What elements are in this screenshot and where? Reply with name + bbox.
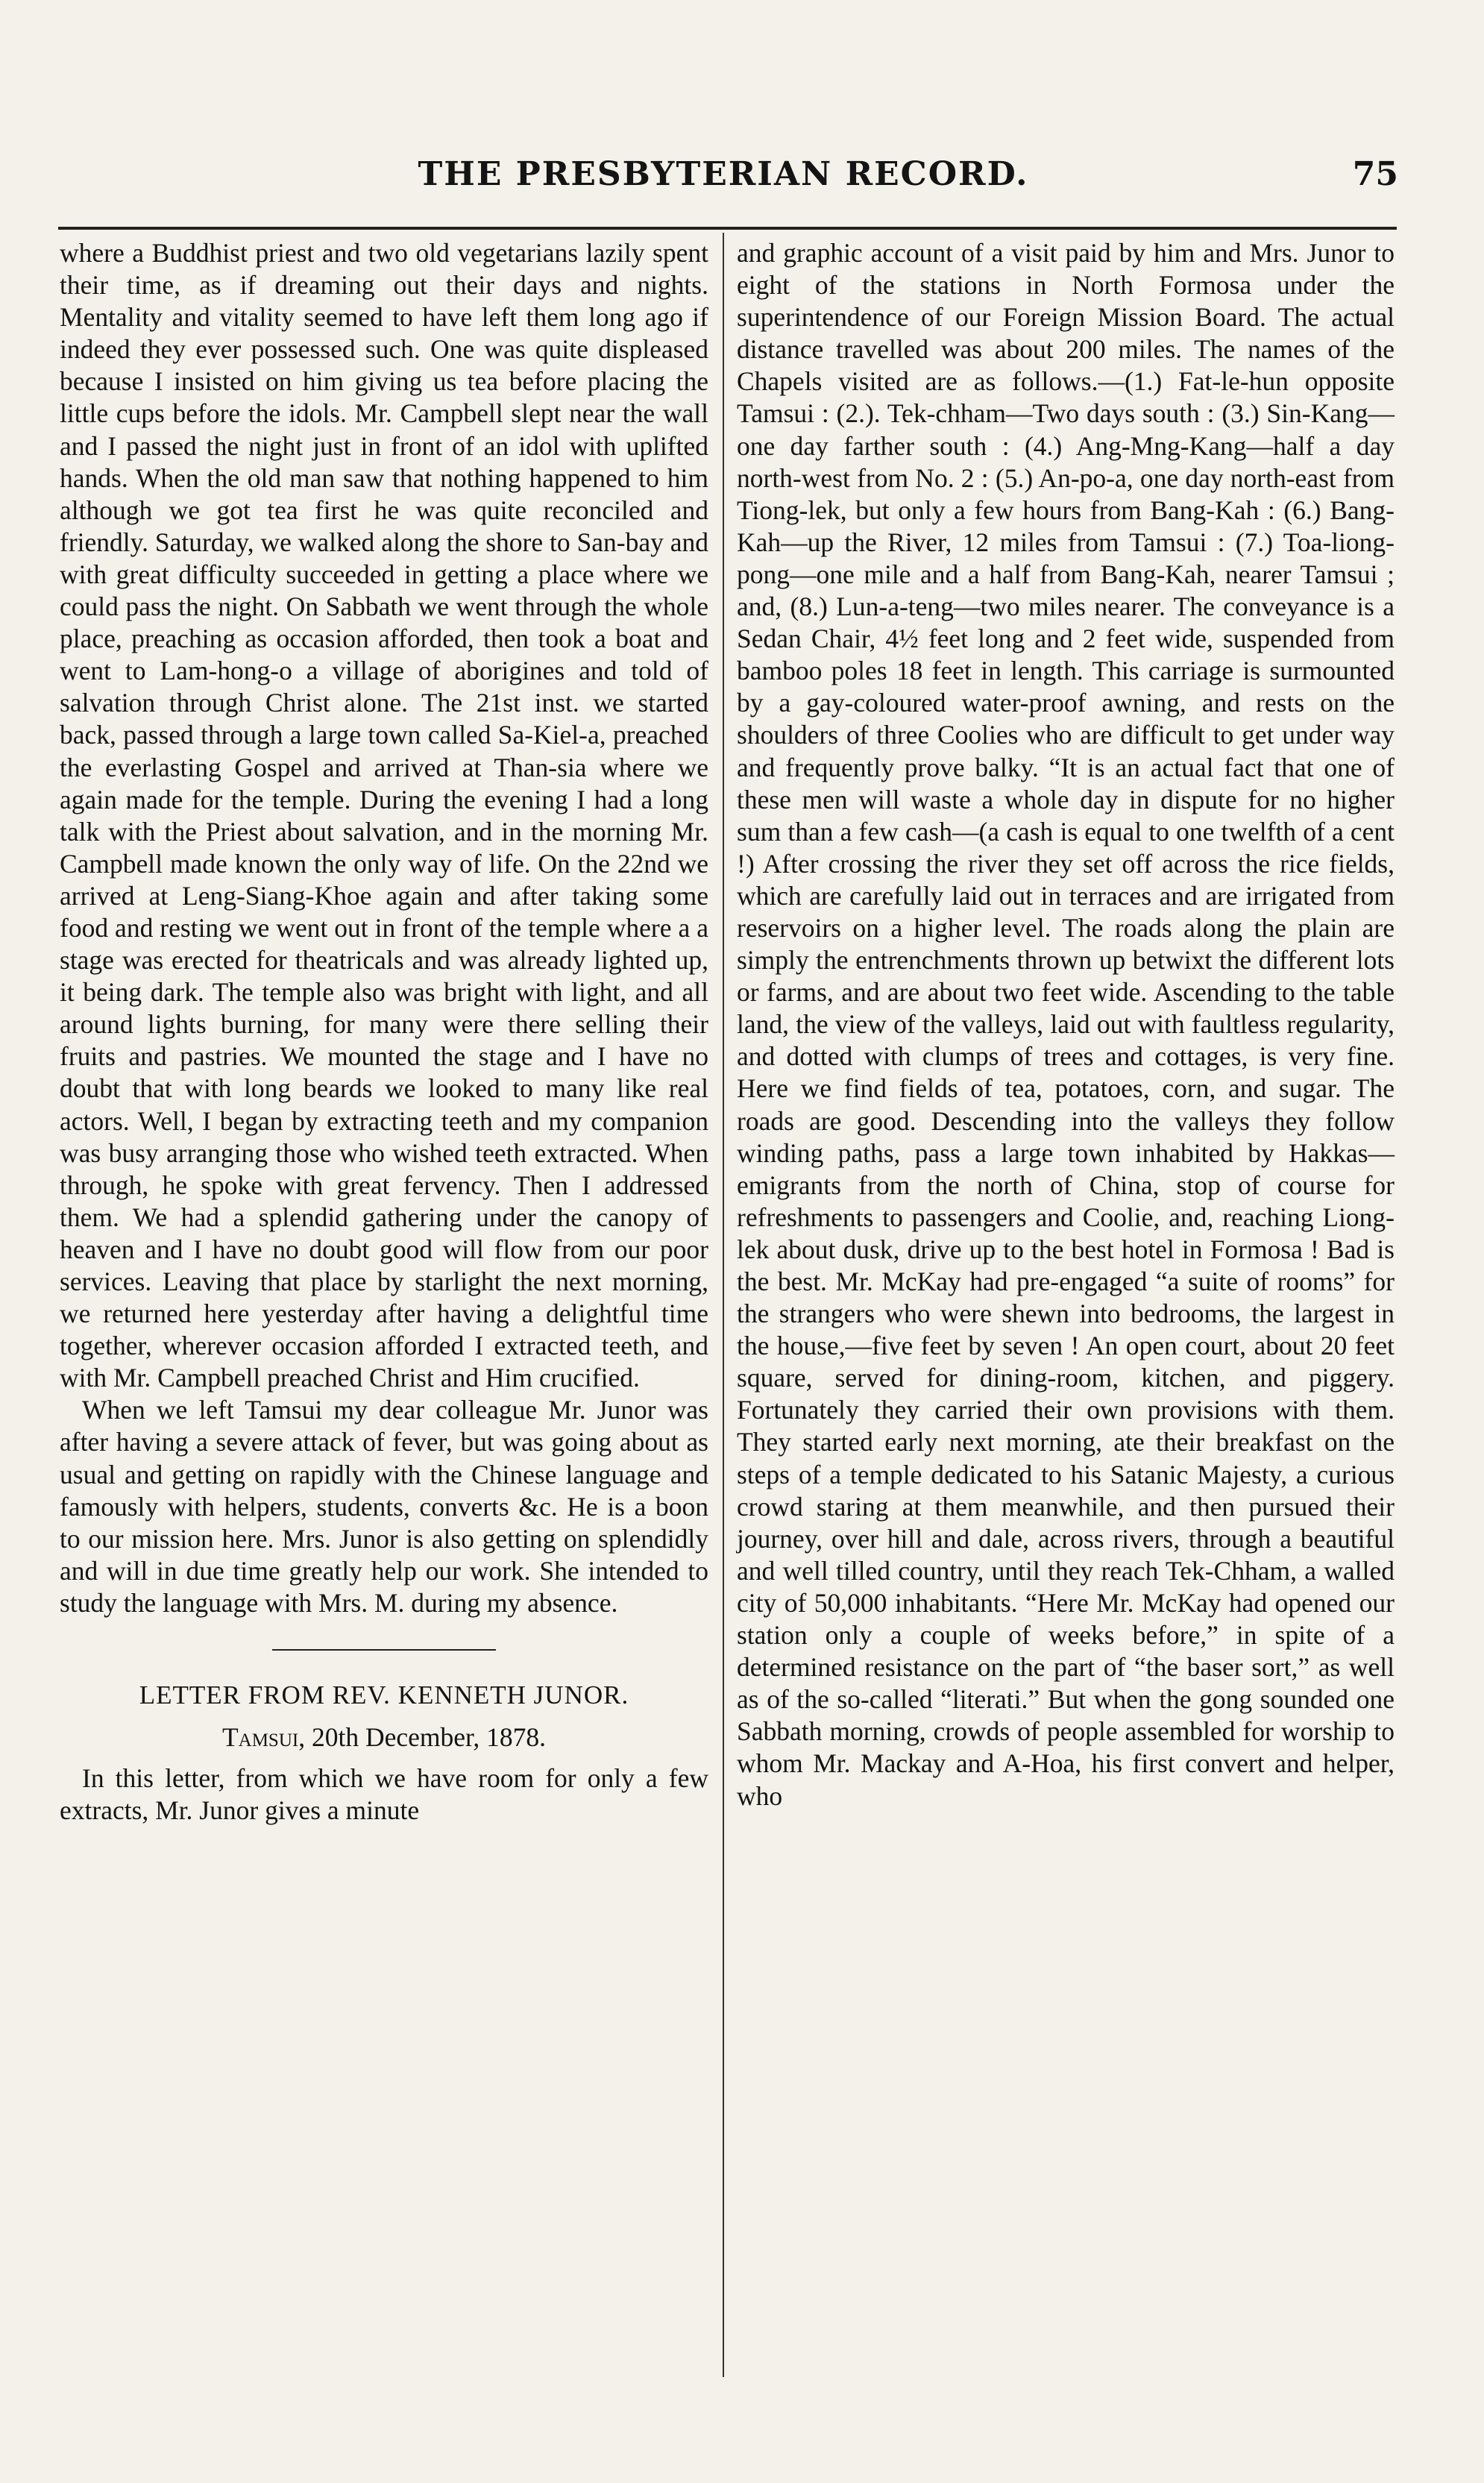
column-divider	[723, 233, 724, 2377]
page-number: 75	[1352, 155, 1398, 193]
dateline-date: , 20th December, 1878.	[298, 1722, 547, 1753]
running-head-title: THE PRESBYTERIAN RECORD.	[418, 155, 1029, 193]
left-paragraph-2: When we left Tamsui my dear colleague Mr. Junor was after having a severe attack of fever, but was going about as usual and getting on rapidly with the Chinese language and famously with helpers, students, converts &c. He is a boon to our mission here. Mrs. Junor is also getting on splendidly and will in due time greatly help our work. She intended to study the language with Mrs. M. during my absence.	[60, 1395, 708, 1618]
left-paragraph-1: where a Buddhist priest and two old vegetarians lazily spent their time, as if dreaming out their days and nights. Mentality and vitality seemed to have left them long ago if indeed they ever possessed such. One was quite displeased because I insisted on him giving us tea before placing the little cups before the idols. Mr. Campbell slept near the wall and I passed the night just in front of an idol with uplifted hands. When the old man saw that nothing happened to him although we got tea first he was quite reconciled and friendly. Saturday, we walked along the shore to San-bay and with great difficulty succeeded in getting a place where we could pass the night. On Sabbath we went through the whole place, preaching as occasion afforded, then took a boat and went to Lam-hong-o a village of aborigines and told of salvation through Christ alone. The 21st inst. we started back, passed through a large town called Sa-Kiel-a, preached the everlasting Gospel and arrived at Than-sia where we again made for the temple. During the evening I had a long talk with the Priest about salvation, and in the morning Mr. Campbell made known the only way of life. On the 22nd we arrived at Leng-Siang-Khoe again and after taking some food and resting we went out in front of the temple where a a stage was erected for theatricals and was already lighted up, it being dark. The temple also was bright with light, and all around lights burning, for many were there selling their fruits and pastries. We mounted the stage and I have no doubt that with long beards we looked to many like real actors. Well, I began by extracting teeth and my companion was busy arranging those who wished teeth extracted. When through, he spoke with great fervency. Then I addressed them. We had a splendid gathering under the canopy of heaven and I have no doubt good will flow from our poor services. Leaving that place by starlight the next morning, we returned here yesterday after having a delightful time together, wherever occasion afforded I extracted teeth, and with Mr. Campbell preached Christ and Him crucified.	[60, 238, 708, 1393]
header-rule	[58, 227, 1397, 230]
left-column	[60, 237, 708, 1827]
left-paragraph-3: In this letter, from which we have room for only a few extracts, Mr. Junor gives a minute	[60, 1763, 708, 1826]
right-paragraph-1: and graphic account of a visit paid by him and Mrs. Junor to eight of the stations in North Formosa under the superintendence of our Foreign Mission Board. The actual distance travelled was about 200 miles. The names of the Chapels visited are as follows.—(1.) Fat-le-hun opposite Tamsui : (2.). Tek-chham—Two days south : (3.) Sin-Kang— one day farther south : (4.) Ang-Mng-Kang—half a day north-west from No. 2 : (5.) An-po-a, one day north-east from Tiong-lek, but only a few hours from Bang-Kah : (6.) Bang-Kah—up the River, 12 miles from Tamsui : (7.) Toa-liong-pong—one mile and a half from Bang-Kah, nearer Tamsui ; and, (8.) Lun-a-teng—two miles nearer. The conveyance is a Sedan Chair, 4½ feet long and 2 feet wide, suspended from bamboo poles 18 feet in length. This carriage is surmounted by a gay-coloured water-proof awning, and rests on the shoulders of three Coolies who are difficult to get under way and frequently prove balky. “It is an actual fact that one of these men will waste a whole day in dispute for no higher sum than a few cash—(a cash is equal to one twelfth of a cent !) After crossing the river they set off across the rice fields, which are carefully laid out in terraces and are irrigated from reservoirs on a higher level. The roads along the plain are simply the entrenchments thrown up betwixt the different lots or farms, and are about two feet wide. Ascending to the table land, the view of the valleys, laid out with faultless regularity, and dotted with clumps of trees and cottages, is very fine. Here we find fields of tea, potatoes, corn, and sugar. The roads are good. Descending into the valleys they follow winding paths, pass a large town inhabited by Hakkas—emigrants from the north of China, stop of course for refreshments to passengers and Coolie, and, reaching Liong-lek about dusk, drive up to the best hotel in Formosa ! Bad is the best. Mr. McKay had pre-engaged “a suite of rooms” for the strangers who were shewn into bedrooms, the largest in the house,—five feet by seven ! An open court, about 20 feet square, served for dining-room, kitchen, and piggery. Fortunately they carried their own provisions with them. They started early next morning, ate their breakfast on the steps of a temple dedicated to his Satanic Majesty, a curious crowd staring at them meanwhile, and then pursued their journey, over hill and dale, across rivers, through a beautiful and well tilled country, until they reach Tek-Chham, a walled city of 50,000 inhabitants. “Here Mr. McKay had opened our station only a couple of weeks before,” in spite of a determined resistance on the part of “the baser sort,” as well as of the so-called “literati.” But when the gong sounded one Sabbath morning, crowds of people assembled for worship to whom Mr. Mackay and A-Hoa, his first convert and helper, who	[737, 238, 1395, 1811]
letter-dateline	[60, 1721, 708, 1754]
right-column	[737, 237, 1395, 1812]
section-separator	[272, 1649, 496, 1651]
dateline-place: Tamsui	[221, 1722, 299, 1753]
letter-heading: LETTER FROM REV. KENNETH JUNOR.	[139, 1680, 629, 1710]
